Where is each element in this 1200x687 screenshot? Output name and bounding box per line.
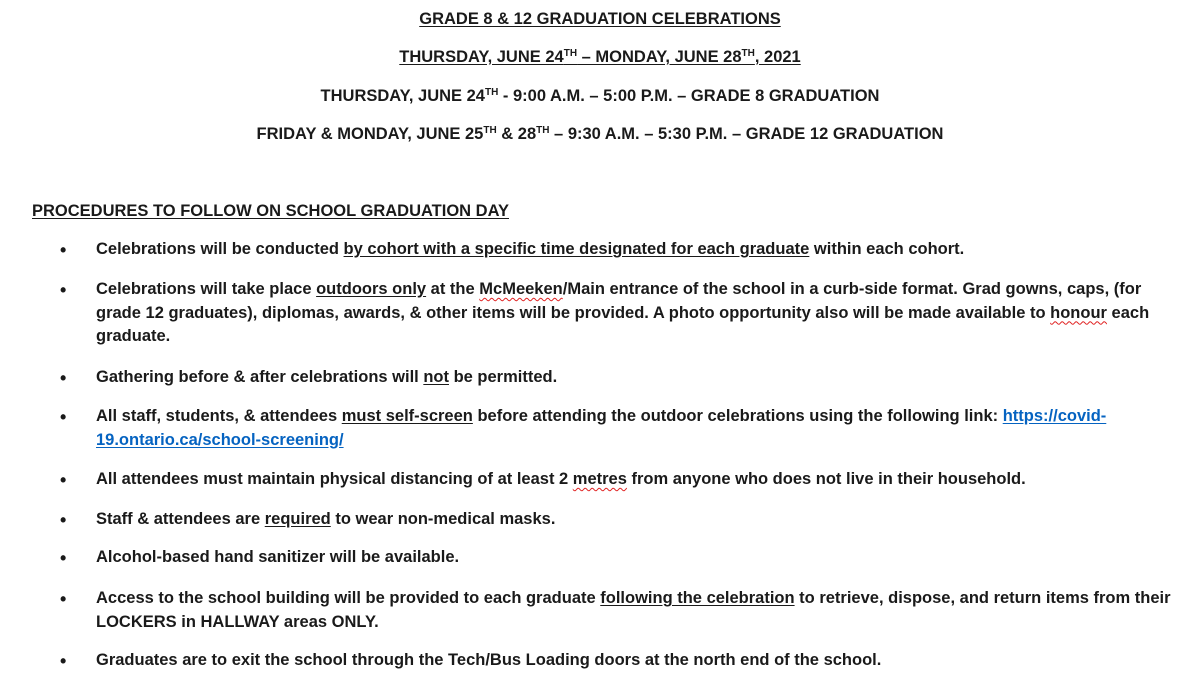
emphasis: required <box>264 510 331 528</box>
grade8-schedule-line: THURSDAY, JUNE 24TH - 9:00 A.M. – 5:00 P.M. – GRADE 8 GRADUATION <box>320 87 880 105</box>
bullet-icon: • <box>60 651 67 671</box>
screening-link[interactable]: https://covid-19.ontario.ca/school-screening/ <box>96 407 1107 449</box>
list-item: Gathering before & after celebrations will not be permitted. <box>96 368 558 386</box>
bullet-icon: • <box>60 548 67 568</box>
list-item: Graduates are to exit the school through the Tech/Bus Loading doors at the north end of the school. <box>96 651 882 669</box>
emphasis: following the celebration <box>600 589 795 607</box>
bullet-icon: • <box>60 240 67 260</box>
list-item: All attendees must maintain physical distancing of at least 2 metres from anyone who does not live in their household. <box>96 470 1026 488</box>
bullet-icon: • <box>60 470 67 490</box>
grade12-schedule-line: FRIDAY & MONDAY, JUNE 25TH & 28TH – 9:30 A.M. – 5:30 P.M. – GRADE 12 GRADUATION <box>256 125 944 143</box>
bullet-icon: • <box>60 280 67 300</box>
spellcheck-word: metres <box>572 470 627 488</box>
section-heading: PROCEDURES TO FOLLOW ON SCHOOL GRADUATION DAY <box>32 202 509 220</box>
emphasis: outdoors only <box>316 280 427 298</box>
emphasis: must self-screen <box>341 407 473 425</box>
list-item: All staff, students, & attendees must self-screen before attending the outdoor celebrations using the following link: https://covid-19.ontario.ca/school-screening/ <box>96 407 1107 449</box>
emphasis: not <box>423 368 449 386</box>
list-item: Celebrations will be conducted by cohort with a specific time designated for each graduate within each cohort. <box>96 240 965 258</box>
bullet-icon: • <box>60 589 67 609</box>
bullet-icon: • <box>60 368 67 388</box>
spellcheck-word: honour <box>1050 303 1107 322</box>
list-item: Access to the school building will be provided to each graduate following the celebration to retrieve, dispose, and return items from their LOCKERS in HALLWAY areas ONLY. <box>96 589 1171 631</box>
bullet-icon: • <box>60 510 67 530</box>
list-item: Alcohol-based hand sanitizer will be available. <box>96 548 460 566</box>
list-item: Staff & attendees are required to wear non-medical masks. <box>96 510 556 528</box>
spellcheck-word: McMeeken <box>479 280 563 298</box>
page-title: GRADE 8 & 12 GRADUATION CELEBRATIONS <box>419 10 781 28</box>
list-item: Celebrations will take place outdoors only at the McMeeken/Main entrance of the school in a curb-side format. Grad gowns, caps, (for grade 12 graduates), diplomas, awards, & other items will be provided. A photo opportunity also will be made available to honour each graduate. <box>96 280 1150 345</box>
date-range-line: THURSDAY, JUNE 24TH – MONDAY, JUNE 28TH, 2021 <box>399 48 801 66</box>
emphasis: by cohort with a specific time designated for each graduate <box>343 240 810 258</box>
bullet-icon: • <box>60 407 67 427</box>
